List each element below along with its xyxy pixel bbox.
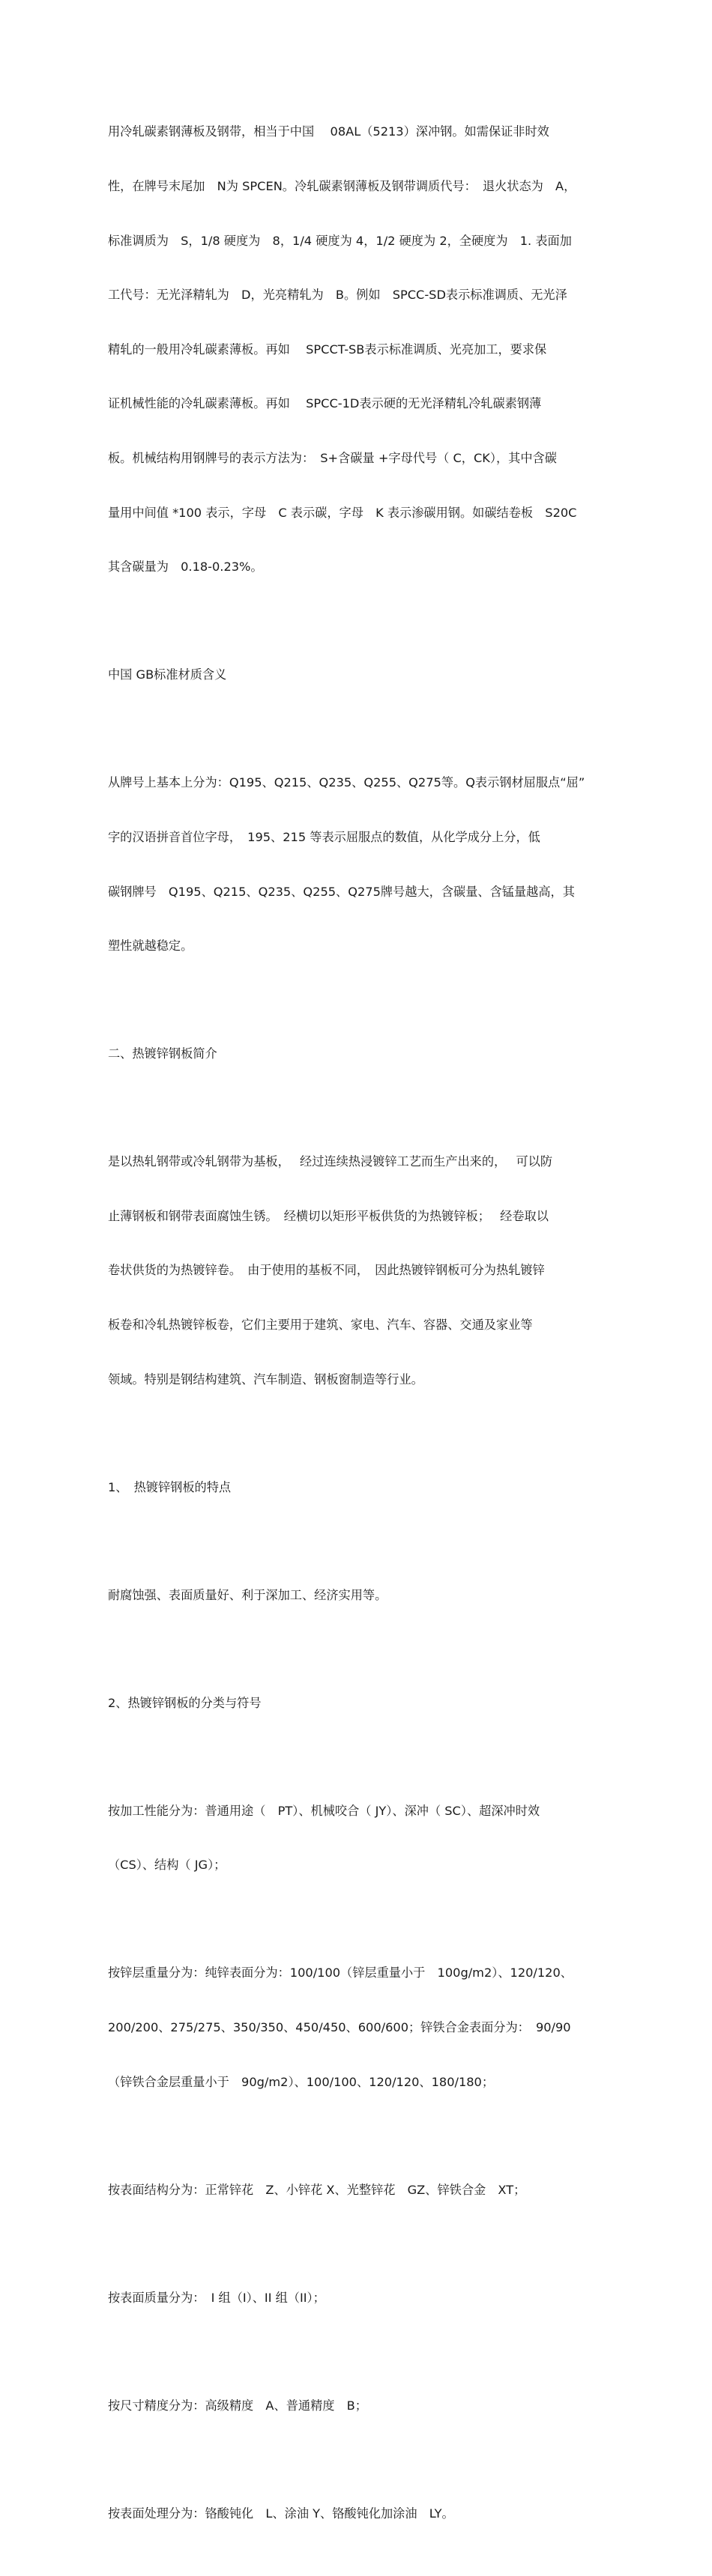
text-line: 耐腐蚀强、表面质量好、利于深加工、经济实用等。 <box>108 1587 387 1602</box>
text-line: （锌铁合金层重量小于 90g/m2）、100/100、120/120、180/180； <box>108 2074 495 2089</box>
text-line: 用冷轧碳素钢薄板及钢带，相当于中国 08AL（5213）深冲钢。如需保证非时效 <box>108 124 549 139</box>
text-line: 字的汉语拼音首位字母， 195、215 等表示屈服点的数值，从化学成分上分，低 <box>108 829 540 844</box>
text-line: 是以热轧钢带或冷轧钢带为基板， 经过连续热浸镀锌工艺而生产出来的， 可以防 <box>108 1154 553 1169</box>
text-line: （CS）、结构（ JG）； <box>108 1858 226 1873</box>
heading-galvanized-intro <box>108 1009 612 1100</box>
heading-classification <box>108 1658 612 1748</box>
paragraph-by-processing <box>108 1766 612 1911</box>
text-line: 标准调质为 S，1/8 硬度为 8，1/4 硬度为 4，1/2 硬度为 2，全硬度为 1. 表面加 <box>108 233 572 248</box>
paragraph-by-surface-treatment <box>108 2468 612 2559</box>
paragraph-galvanized-description <box>108 1117 612 1425</box>
document-body <box>108 87 612 2576</box>
text-line: 二、热镀锌钢板简介 <box>108 1046 217 1061</box>
text-line: 性，在牌号末尾加 N为 SPCEN。冷轧碳素钢薄板及钢带调质代号： 退火状态为 A， <box>108 179 576 194</box>
text-line: 按加工性能分为：普通用途（ PT）、机械咬合（ JY）、深冲（ SC）、超深冲时效 <box>108 1803 540 1818</box>
text-line: 2、热镀锌钢板的分类与符号 <box>108 1695 262 1710</box>
paragraph-gb-grades <box>108 738 612 992</box>
paragraph-by-dimension-precision <box>108 2360 612 2451</box>
heading-features <box>108 1442 612 1533</box>
text-line: 从牌号上基本上分为：Q195、Q215、Q235、Q255、Q275等。Q表示钢材屈服点“屈” <box>108 775 585 790</box>
text-line: 按表面结构分为：正常锌花 Z、小锌花 X、光整锌花 GZ、锌铁合金 XT； <box>108 2182 526 2197</box>
text-line: 其含碳量为 0.18-0.23%。 <box>108 560 263 575</box>
text-line: 碳钢牌号 Q195、Q215、Q235、Q255、Q275牌号越大，含碳量、含锰量越高，其 <box>108 884 575 899</box>
text-line: 量用中间值 *100 表示，字母 C 表示碳，字母 K 表示渗碳用钢。如碳结卷板 S20C <box>108 505 577 520</box>
paragraph-by-surface-quality <box>108 2252 612 2343</box>
text-line: 按尺寸精度分为：高级精度 A、普通精度 B； <box>108 2398 367 2413</box>
text-line: 中国 GB标准材质含义 <box>108 667 227 682</box>
paragraph-by-surface-structure <box>108 2145 612 2235</box>
text-line: 1、 热镀锌钢板的特点 <box>108 1479 232 1494</box>
text-line: 工代号：无光泽精轧为 D，光亮精轧为 B。例如 SPCC-SD表示标准调质、无光泽 <box>108 288 567 303</box>
paragraph-spcc-grade-notation <box>108 87 612 613</box>
text-line: 止薄钢板和钢带表面腐蚀生锈。 经横切以矩形平板供货的为热镀锌板； 经卷取以 <box>108 1208 549 1223</box>
text-line: 领域。特别是钢结构建筑、汽车制造、钢板窗制造等行业。 <box>108 1372 423 1387</box>
text-line: 按锌层重量分为：纯锌表面分为：100/100（锌层重量小于 100g/m2）、120/120、 <box>108 1966 573 1981</box>
text-line: 证机械性能的冷轧碳素薄板。再如 SPCC-1D表示硬的无光泽精轧冷轧碳素钢薄 <box>108 396 542 411</box>
text-line: 塑性就越稳定。 <box>108 939 193 954</box>
text-line: 卷状供货的为热镀锌卷。 由于使用的基板不同， 因此热镀锌钢板可分为热轧镀锌 <box>108 1263 545 1278</box>
text-line: 板卷和冷轧热镀锌板卷，它们主要用于建筑、家电、汽车、容器、交通及家业等 <box>108 1318 533 1332</box>
text-line: 板。机械结构用钢牌号的表示方法为： S+含碳量 +字母代号（ C，CK），其中含碳 <box>108 451 557 466</box>
text-line: 200/200、275/275、350/350、450/450、600/600；锌铁合金表面分为： 90/90 <box>108 2019 571 2034</box>
paragraph-features <box>108 1550 612 1640</box>
text-line: 按表面质量分为： I 组（I）、II 组（II）； <box>108 2290 325 2305</box>
text-line: 精轧的一般用冷轧碳素薄板。再如 SPCCT-SB表示标准调质、光亮加工，要求保 <box>108 342 547 357</box>
text-line: 按表面处理分为：铬酸钝化 L、涂油 Y、铬酸钝化加涂油 LY。 <box>108 2506 454 2521</box>
heading-gb-material-meaning <box>108 630 612 721</box>
paragraph-by-coating-weight <box>108 1928 612 2127</box>
